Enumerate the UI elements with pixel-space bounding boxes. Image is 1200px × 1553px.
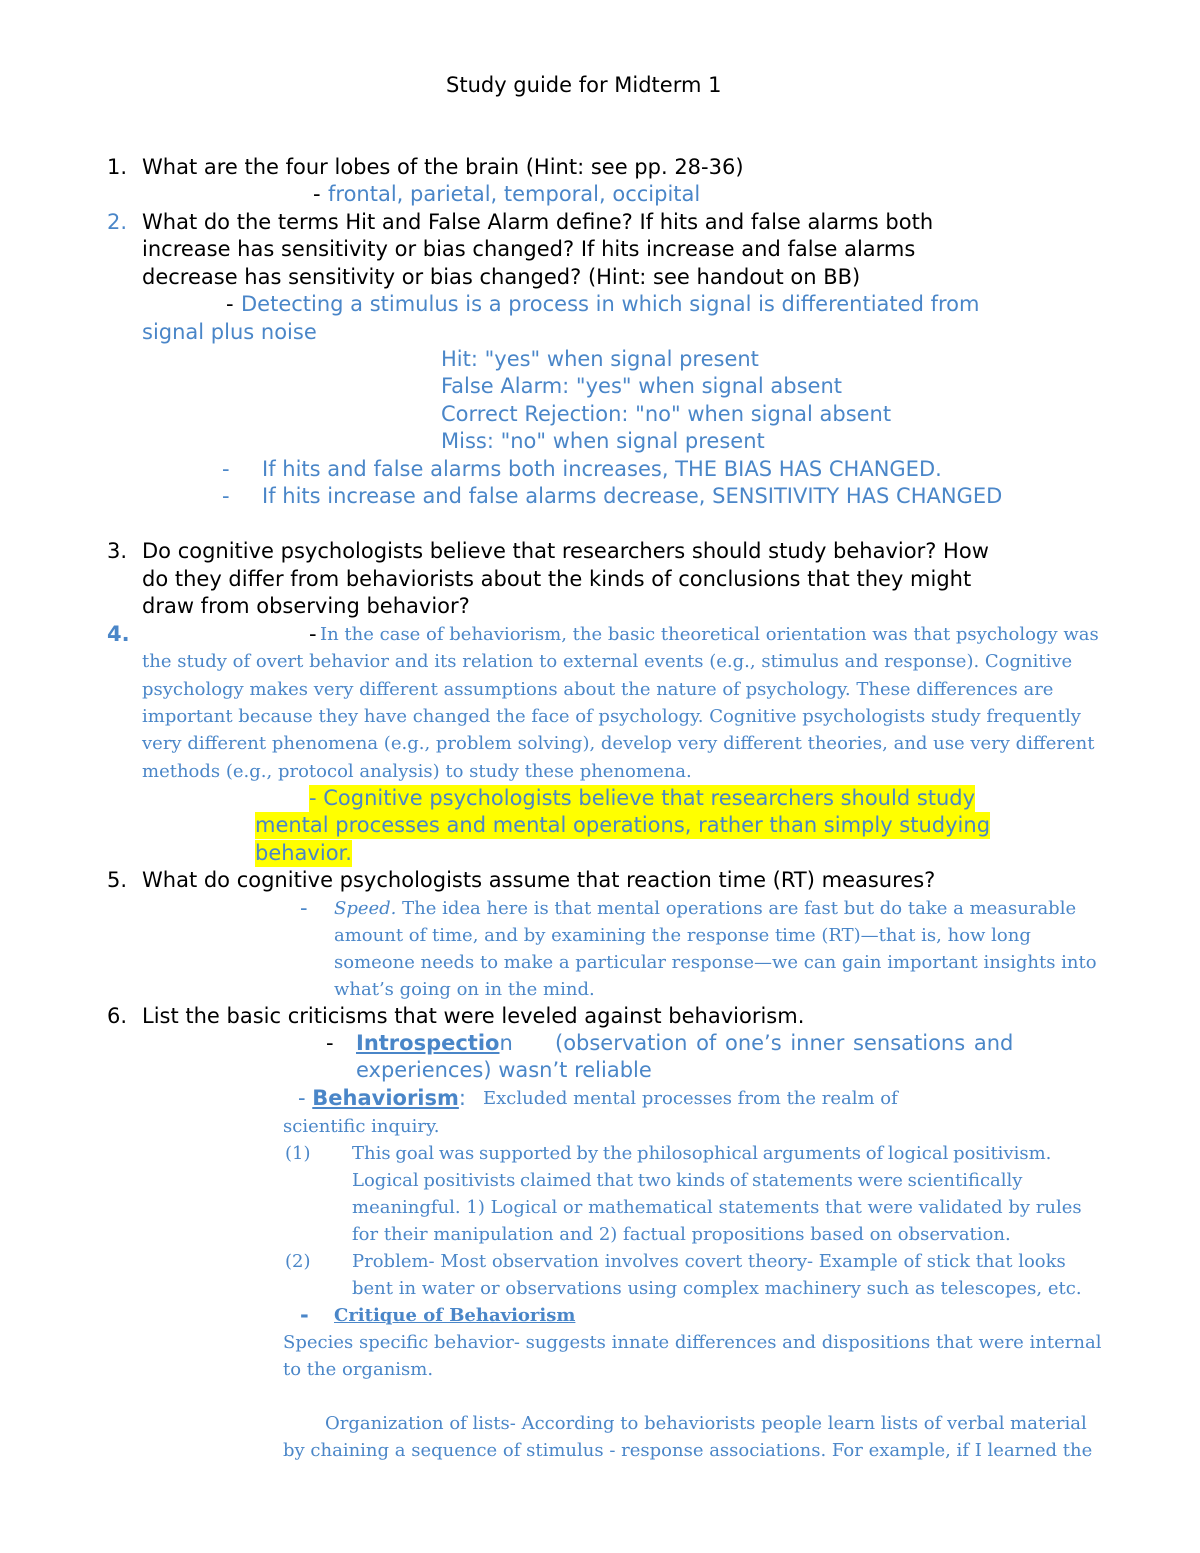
question-2-line: What do the terms Hit and False Alarm define? If hits and false alarms both: [142, 210, 934, 234]
question-4-paragraph-line: methods (e.g., protocol analysis) to study these phenomena.: [142, 761, 692, 782]
behaviorism-colon: :: [458, 1086, 466, 1110]
question-1-answer: frontal, parietal, temporal, occipital: [328, 182, 701, 206]
question-1-text: What are the four lobes of the brain (Hint: see pp. 28-36): [142, 155, 744, 179]
conclusion-bullet: -: [222, 484, 230, 508]
question-3-number: 3.: [107, 539, 128, 563]
critique-dash: -: [300, 1303, 309, 1327]
question-5-number: 5.: [107, 868, 128, 892]
question-4-paragraph-line: psychology makes very different assumptions about the nature of psychology. These differences are: [142, 679, 1054, 700]
question-5-answer-line: [334, 895, 1076, 922]
question-2-answer-line: signal plus noise: [142, 320, 317, 344]
definition-miss: Miss: "no" when signal present: [441, 429, 765, 453]
introspection-dash: -: [326, 1031, 334, 1055]
critique-heading: Critique of Behaviorism: [334, 1305, 576, 1326]
definition-correct-rejection: Correct Rejection: "no" when signal absent: [441, 402, 892, 426]
behaviorism-label: Behaviorism: [312, 1086, 459, 1110]
item-1-line: meaningful. 1) Logical or mathematical statements that were validated by rules: [352, 1197, 1082, 1218]
item-2-number: (2): [285, 1251, 311, 1272]
behaviorism-dash: -: [298, 1086, 306, 1110]
question-3-line: do they differ from behaviorists about the kinds of conclusions that they might: [142, 567, 972, 591]
item-1-line: for their manipulation and 2) factual propositions based on observation.: [352, 1224, 1011, 1245]
question-5-answer-line: amount of time, and by examining the response time (RT)—that is, how long: [334, 925, 1031, 946]
highlighted-answer-line: behavior.: [255, 841, 352, 865]
organization-line: Organization of lists- According to behaviorists people learn lists of verbal material: [325, 1413, 1087, 1434]
introspection-text: (observation of one’s inner sensations and: [555, 1031, 1014, 1055]
question-6-text: List the basic criticisms that were leveled against behaviorism.: [142, 1004, 805, 1028]
question-4-paragraph-line: the study of overt behavior and its relation to external events (e.g., stimulus and response). Cognitive: [142, 651, 1073, 672]
question-3-line: draw from observing behavior?: [142, 594, 470, 618]
question-5-text: What do cognitive psychologists assume that reaction time (RT) measures?: [142, 868, 936, 892]
conclusion-bullet: -: [222, 457, 230, 481]
species-line: Species specific behavior- suggests innate differences and dispositions that were internal: [283, 1332, 1102, 1353]
item-2-line: Problem- Most observation involves covert theory- Example of stick that looks: [352, 1251, 1066, 1272]
speed-text: The idea here is that mental operations are fast but do take a measurable: [396, 898, 1077, 919]
question-5-bullet: -: [300, 896, 308, 920]
behaviorism-text-line2: scientific inquiry.: [283, 1116, 440, 1137]
page-title: Study guide for Midterm 1: [446, 73, 722, 97]
behaviorism-text: Excluded mental processes from the realm of: [483, 1088, 898, 1109]
highlighted-answer-line: - Cognitive psychologists believe that researchers should study: [309, 786, 976, 810]
conclusion-sensitivity: If hits increase and false alarms decrease, SENSITIVITY HAS CHANGED: [262, 484, 1003, 508]
question-4-number: 4.: [107, 622, 130, 646]
introspection-text-line2: experiences) wasn’t reliable: [356, 1058, 652, 1082]
question-4-dash: -: [309, 622, 317, 646]
item-1-line: Logical positivists claimed that two kinds of statements were scientifically: [352, 1170, 1023, 1191]
question-2-line: decrease has sensitivity or bias changed? (Hint: see handout on BB): [142, 265, 861, 289]
question-2-answer-line: Detecting a stimulus is a process in which signal is differentiated from: [241, 292, 980, 316]
question-4-paragraph-line: In the case of behaviorism, the basic theoretical orientation was that psychology was: [320, 624, 1099, 645]
question-4-paragraph-line: very different phenomena (e.g., problem solving), develop very different theories, and use very different: [142, 733, 1095, 754]
introspection-label-tail: n: [499, 1031, 513, 1055]
item-1-line: This goal was supported by the philosophical arguments of logical positivism.: [352, 1143, 1052, 1164]
organization-line: by chaining a sequence of stimulus - response associations. For example, if I learned the: [283, 1440, 1093, 1461]
behaviorism-line: [298, 1085, 466, 1112]
question-2-answer-dash: -: [226, 292, 234, 316]
introspection-label: Introspectio: [356, 1031, 500, 1055]
question-5-answer-line: what’s going on in the mind.: [334, 979, 595, 1000]
question-2-line: increase has sensitivity or bias changed? If hits increase and false alarms: [142, 237, 916, 261]
conclusion-bias: If hits and false alarms both increases, THE BIAS HAS CHANGED.: [262, 457, 942, 481]
question-4-paragraph-line: important because they have changed the face of psychology. Cognitive psychologists study frequently: [142, 706, 1081, 727]
question-5-answer-line: someone needs to make a particular response—we can gain important insights into: [334, 952, 1097, 973]
question-6-number: 6.: [107, 1004, 128, 1028]
item-2-line: bent in water or observations using complex machinery such as telescopes, etc.: [352, 1278, 1082, 1299]
question-1-number: 1.: [107, 155, 128, 179]
question-3-line: Do cognitive psychologists believe that researchers should study behavior? How: [142, 539, 989, 563]
definition-hit: Hit: "yes" when signal present: [441, 347, 759, 371]
question-2-number: 2.: [107, 210, 128, 234]
item-1-number: (1): [285, 1143, 311, 1164]
highlighted-answer-line: mental processes and mental operations, rather than simply studying: [255, 813, 991, 837]
definition-false-alarm: False Alarm: "yes" when signal absent: [441, 374, 842, 398]
question-1-answer-dash: -: [313, 182, 321, 206]
species-line: to the organism.: [283, 1359, 434, 1380]
introspection-line: [356, 1030, 513, 1057]
speed-label: Speed.: [334, 898, 397, 919]
